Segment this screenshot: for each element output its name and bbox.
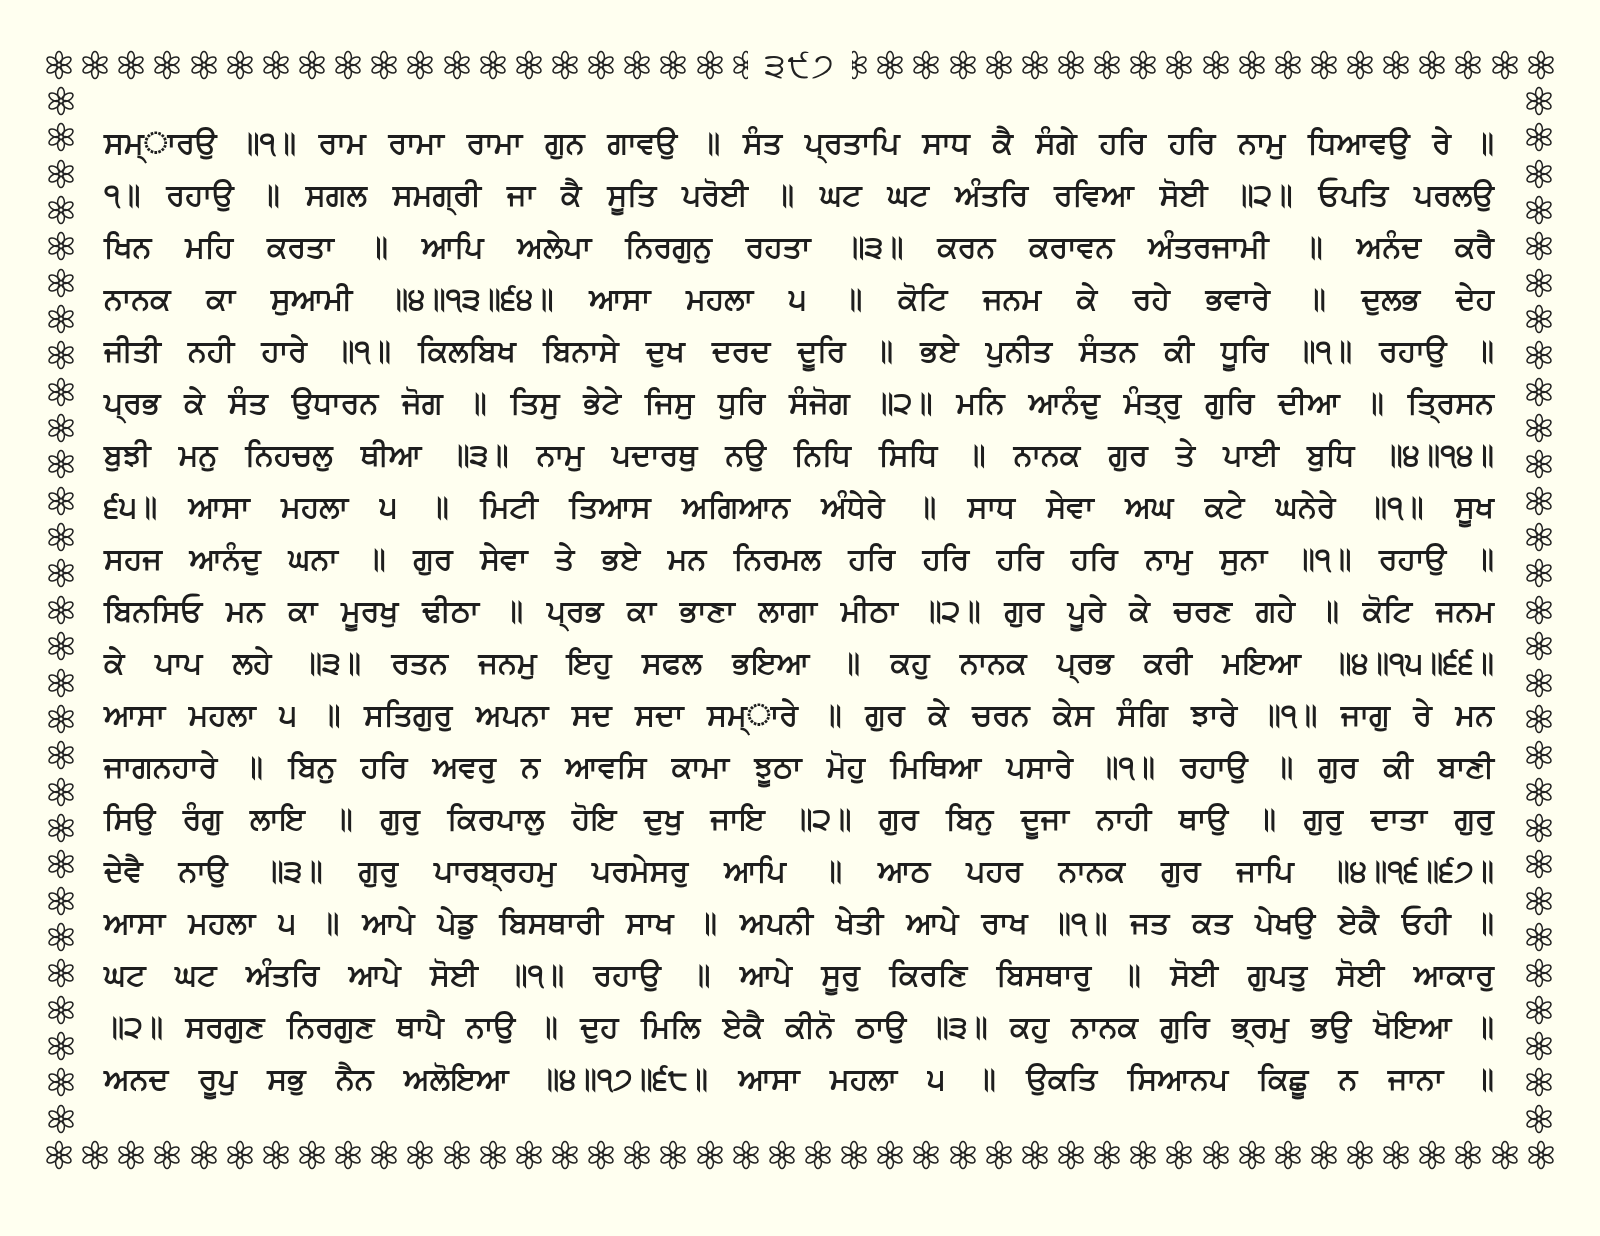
flower-ornament-icon (1524, 631, 1554, 661)
flower-ornament-icon (44, 50, 74, 80)
text-line-11: ਕੇ ਪਾਪ ਲਹੇ ॥੩॥ ਰਤਨ ਜਨਮੁ ਇਹੁ ਸਫਲ ਭਇਆ ॥ ਕਹੁ ਨਾਨਕ ਪ੍ਰਭ ਕਰੀ ਮਇਆ ॥੪॥੧੫॥੬੬॥ (104, 646, 1494, 681)
text-line-8: ੬੫॥ ਆਸਾ ਮਹਲਾ ੫ ॥ ਮਿਟੀ ਤਿਆਸ ਅਗਿਆਨ ਅੰਧੇਰੇ ॥ ਸਾਧ ਸੇਵਾ ਅਘ ਕਟੇ ਘਨੇਰੇ ॥੧॥ ਸੂਖ (104, 490, 1494, 525)
text-line-9: ਸਹਜ ਆਨੰਦੁ ਘਨਾ ॥ ਗੁਰ ਸੇਵਾ ਤੇ ਭਏ ਮਨ ਨਿਰਮਲ ਹਰਿ ਹਰਿ ਹਰਿ ਹਰਿ ਨਾਮੁ ਸੁਨਾ ॥੧॥ ਰਹਾਉ ॥ (104, 542, 1494, 577)
flower-ornament-icon (1273, 50, 1303, 80)
flower-ornament-icon (695, 50, 725, 80)
flower-ornament-icon (1345, 1140, 1375, 1170)
flower-ornament-icon (1524, 377, 1554, 407)
flower-ornament-icon (911, 50, 941, 80)
text-line-1: ਸਮ੍ਾਰਉ ॥੧॥ ਰਾਮ ਰਾਮਾ ਰਾਮਾ ਗੁਨ ਗਾਵਉ ॥ ਸੰਤ ਪ੍ਰਤਾਪਿ ਸਾਧ ਕੈ ਸੰਗੇ ਹਰਿ ਹਰਿ ਨਾਮੁ ਧਿਆਵਉ ਰੇ ॥ (104, 126, 1494, 161)
flower-ornament-icon (46, 86, 76, 116)
text-line-3: ਖਿਨ ਮਹਿ ਕਰਤਾ ॥ ਆਪਿ ਅਲੇਪਾ ਨਿਰਗੁਨੁ ਰਹਤਾ ॥੩॥ ਕਰਨ ਕਰਾਵਨ ਅੰਤਰਜਾਮੀ ॥ ਅਨੰਦ ਕਰੈ (104, 230, 1494, 265)
flower-ornament-icon (550, 1140, 580, 1170)
flower-ornament-icon (1524, 922, 1554, 952)
flower-ornament-icon (1524, 304, 1554, 334)
flower-ornament-icon (46, 1031, 76, 1061)
flower-ornament-icon (1524, 486, 1554, 516)
flower-ornament-icon (1020, 50, 1050, 80)
right-ornamental-border (1522, 86, 1556, 1134)
flower-ornament-icon (46, 813, 76, 843)
flower-ornament-icon (1526, 1140, 1556, 1170)
flower-ornament-icon (1092, 1140, 1122, 1170)
flower-ornament-icon (839, 1140, 869, 1170)
flower-ornament-icon (46, 304, 76, 334)
flower-ornament-icon (46, 995, 76, 1025)
flower-ornament-icon (1524, 740, 1554, 770)
flower-ornament-icon (1524, 195, 1554, 225)
flower-ornament-icon (442, 1140, 472, 1170)
flower-ornament-icon (46, 159, 76, 189)
flower-ornament-icon (261, 1140, 291, 1170)
flower-ornament-icon (369, 1140, 399, 1170)
flower-ornament-icon (767, 1140, 797, 1170)
flower-ornament-icon (1201, 1140, 1231, 1170)
flower-ornament-icon (46, 1104, 76, 1134)
flower-ornament-icon (1524, 522, 1554, 552)
flower-ornament-icon (1164, 50, 1194, 80)
left-ornamental-border (44, 86, 78, 1134)
flower-ornament-icon (46, 668, 76, 698)
flower-ornament-icon (225, 50, 255, 80)
flower-ornament-icon (514, 50, 544, 80)
flower-ornament-icon (1381, 50, 1411, 80)
flower-ornament-icon (189, 1140, 219, 1170)
flower-ornament-icon (1524, 86, 1554, 116)
flower-ornament-icon (116, 1140, 146, 1170)
flower-ornament-icon (1524, 1067, 1554, 1097)
text-line-7: ਬੁਝੀ ਮਨੁ ਨਿਹਚਲੁ ਥੀਆ ॥੩॥ ਨਾਮੁ ਪਦਾਰਥੁ ਨਉ ਨਿਧਿ ਸਿਧਿ ॥ ਨਾਨਕ ਗੁਰ ਤੇ ਪਾਈ ਬੁਧਿ ॥੪॥੧੪॥ (104, 438, 1494, 473)
text-line-16: ਆਸਾ ਮਹਲਾ ੫ ॥ ਆਪੇ ਪੇਡੁ ਬਿਸਥਾਰੀ ਸਾਖ ॥ ਅਪਨੀ ਖੇਤੀ ਆਪੇ ਰਾਖ ॥੧॥ ਜਤ ਕਤ ਪੇਖਉ ਏਕੈ ਓਹੀ ॥ (104, 906, 1494, 941)
flower-ornament-icon (984, 50, 1014, 80)
flower-ornament-icon (1417, 1140, 1447, 1170)
flower-ornament-icon (152, 50, 182, 80)
flower-ornament-icon (1417, 50, 1447, 80)
text-line-19: ਅਨਦ ਰੂਪੁ ਸਭੁ ਨੈਨ ਅਲੋਇਆ ॥੪॥੧੭॥੬੮॥ ਆਸਾ ਮਹਲਾ ੫ ॥ ਉਕਤਿ ਸਿਆਨਪ ਕਿਛੂ ਨ ਜਾਨਾ ॥ (104, 1062, 1494, 1097)
flower-ornament-icon (1453, 50, 1483, 80)
flower-ornament-icon (695, 1140, 725, 1170)
flower-ornament-icon (1524, 1104, 1554, 1134)
flower-ornament-icon (1524, 995, 1554, 1025)
flower-ornament-icon (1524, 704, 1554, 734)
flower-ornament-icon (1524, 231, 1554, 261)
flower-ornament-icon (80, 1140, 110, 1170)
flower-ornament-icon (803, 1140, 833, 1170)
flower-ornament-icon (1201, 50, 1231, 80)
flower-ornament-icon (333, 50, 363, 80)
flower-ornament-icon (1237, 1140, 1267, 1170)
flower-ornament-icon (46, 486, 76, 516)
flower-ornament-icon (1309, 1140, 1339, 1170)
flower-ornament-icon (116, 50, 146, 80)
text-line-2: ੧॥ ਰਹਾਉ ॥ ਸਗਲ ਸਮਗ੍ਰੀ ਜਾ ਕੈ ਸੂਤਿ ਪਰੋਈ ॥ ਘਟ ਘਟ ਅੰਤਰਿ ਰਵਿਆ ਸੋਈ ॥੨॥ ਓਪਤਿ ਪਰਲਉ (104, 178, 1494, 213)
flower-ornament-icon (46, 231, 76, 261)
flower-ornament-icon (1524, 122, 1554, 152)
text-line-6: ਪ੍ਰਭ ਕੇ ਸੰਤ ਉਧਾਰਨ ਜੋਗ ॥ ਤਿਸੁ ਭੇਟੇ ਜਿਸੁ ਧੁਰਿ ਸੰਜੋਗ ॥੨॥ ਮਨਿ ਆਨੰਦੁ ਮੰਤ੍ਰੁ ਗੁਰਿ ਦੀਆ ॥ ਤ੍ਰਿਸਨ (104, 386, 1494, 421)
flower-ornament-icon (586, 50, 616, 80)
flower-ornament-icon (46, 413, 76, 443)
flower-ornament-icon (46, 631, 76, 661)
flower-ornament-icon (1524, 813, 1554, 843)
flower-ornament-icon (46, 340, 76, 370)
flower-ornament-icon (1524, 886, 1554, 916)
flower-ornament-icon (46, 922, 76, 952)
flower-ornament-icon (1524, 159, 1554, 189)
flower-ornament-icon (46, 595, 76, 625)
flower-ornament-icon (1309, 50, 1339, 80)
flower-ornament-icon (46, 522, 76, 552)
flower-ornament-icon (1128, 1140, 1158, 1170)
flower-ornament-icon (1524, 340, 1554, 370)
flower-ornament-icon (1092, 50, 1122, 80)
flower-ornament-icon (80, 50, 110, 80)
flower-ornament-icon (514, 1140, 544, 1170)
flower-ornament-icon (911, 1140, 941, 1170)
text-line-4: ਨਾਨਕ ਕਾ ਸੁਆਮੀ ॥੪॥੧੩॥੬੪॥ ਆਸਾ ਮਹਲਾ ੫ ॥ ਕੋਟਿ ਜਨਮ ਕੇ ਰਹੇ ਭਵਾਰੇ ॥ ਦੁਲਭ ਦੇਹ (104, 282, 1494, 317)
text-line-15: ਦੇਵੈ ਨਾਉ ॥੩॥ ਗੁਰੁ ਪਾਰਬ੍ਰਹਮੁ ਪਰਮੇਸਰੁ ਆਪਿ ॥ ਆਠ ਪਹਰ ਨਾਨਕ ਗੁਰ ਜਾਪਿ ॥੪॥੧੬॥੬੭॥ (104, 854, 1494, 889)
flower-ornament-icon (46, 558, 76, 588)
flower-ornament-icon (261, 50, 291, 80)
flower-ornament-icon (550, 50, 580, 80)
flower-ornament-icon (478, 1140, 508, 1170)
flower-ornament-icon (875, 1140, 905, 1170)
text-line-17: ਘਟ ਘਟ ਅੰਤਰਿ ਆਪੇ ਸੋਈ ॥੧॥ ਰਹਾਉ ॥ ਆਪੇ ਸੂਰੁ ਕਿਰਣਿ ਬਿਸਥਾਰੁ ॥ ਸੋਈ ਗੁਪਤੁ ਸੋਈ ਆਕਾਰੁ (104, 958, 1494, 993)
flower-ornament-icon (1526, 50, 1556, 80)
flower-ornament-icon (333, 1140, 363, 1170)
flower-ornament-icon (1524, 268, 1554, 298)
flower-ornament-icon (1345, 50, 1375, 80)
flower-ornament-icon (1056, 1140, 1086, 1170)
flower-ornament-icon (405, 1140, 435, 1170)
flower-ornament-icon (1273, 1140, 1303, 1170)
flower-ornament-icon (46, 704, 76, 734)
flower-ornament-icon (1490, 50, 1520, 80)
flower-ornament-icon (44, 1140, 74, 1170)
flower-ornament-icon (405, 50, 435, 80)
flower-ornament-icon (1490, 1140, 1520, 1170)
flower-ornament-icon (46, 958, 76, 988)
scripture-text-block (104, 118, 1494, 1108)
flower-ornament-icon (1381, 1140, 1411, 1170)
flower-ornament-icon (478, 50, 508, 80)
flower-ornament-icon (46, 377, 76, 407)
flower-ornament-icon (1524, 1031, 1554, 1061)
flower-ornament-icon (46, 886, 76, 916)
flower-ornament-icon (948, 1140, 978, 1170)
flower-ornament-icon (1128, 50, 1158, 80)
flower-ornament-icon (46, 1067, 76, 1097)
flower-ornament-icon (152, 1140, 182, 1170)
flower-ornament-icon (1524, 413, 1554, 443)
flower-ornament-icon (1524, 849, 1554, 879)
flower-ornament-icon (1524, 668, 1554, 698)
flower-ornament-icon (1164, 1140, 1194, 1170)
flower-ornament-icon (1524, 777, 1554, 807)
flower-ornament-icon (46, 849, 76, 879)
text-line-18: ॥੨॥ ਸਰਗੁਣ ਨਿਰਗੁਣ ਥਾਪੈ ਨਾਉ ॥ ਦੁਹ ਮਿਲਿ ਏਕੈ ਕੀਨੋ ਠਾਉ ॥੩॥ ਕਹੁ ਨਾਨਕ ਗੁਰਿ ਭ੍ਰਮੁ ਭਉ ਖੋਇਆ ॥ (104, 1010, 1494, 1045)
flower-ornament-icon (1056, 50, 1086, 80)
page-number: ੩੯੭ (748, 44, 852, 88)
flower-ornament-icon (1237, 50, 1267, 80)
flower-ornament-icon (622, 1140, 652, 1170)
flower-ornament-icon (658, 50, 688, 80)
flower-ornament-icon (46, 777, 76, 807)
flower-ornament-icon (622, 50, 652, 80)
flower-ornament-icon (731, 1140, 761, 1170)
flower-ornament-icon (1453, 1140, 1483, 1170)
flower-ornament-icon (984, 1140, 1014, 1170)
bottom-ornamental-border (44, 1138, 1556, 1172)
flower-ornament-icon (1524, 449, 1554, 479)
flower-ornament-icon (46, 122, 76, 152)
flower-ornament-icon (297, 1140, 327, 1170)
text-line-13: ਜਾਗਨਹਾਰੇ ॥ ਬਿਨੁ ਹਰਿ ਅਵਰੁ ਨ ਆਵਸਿ ਕਾਮਾ ਝੂਠਾ ਮੋਹੁ ਮਿਥਿਆ ਪਸਾਰੇ ॥੧॥ ਰਹਾਉ ॥ ਗੁਰ ਕੀ ਬਾਣੀ (104, 750, 1494, 785)
flower-ornament-icon (369, 50, 399, 80)
flower-ornament-icon (658, 1140, 688, 1170)
flower-ornament-icon (442, 50, 472, 80)
flower-ornament-icon (225, 1140, 255, 1170)
flower-ornament-icon (586, 1140, 616, 1170)
flower-ornament-icon (1524, 595, 1554, 625)
flower-ornament-icon (46, 740, 76, 770)
flower-ornament-icon (875, 50, 905, 80)
flower-ornament-icon (46, 195, 76, 225)
text-line-12: ਆਸਾ ਮਹਲਾ ੫ ॥ ਸਤਿਗੁਰੁ ਅਪਨਾ ਸਦ ਸਦਾ ਸਮ੍ਾਰੇ ॥ ਗੁਰ ਕੇ ਚਰਨ ਕੇਸ ਸੰਗਿ ਝਾਰੇ ॥੧॥ ਜਾਗੁ ਰੇ ਮਨ (104, 698, 1494, 733)
flower-ornament-icon (1020, 1140, 1050, 1170)
flower-ornament-icon (189, 50, 219, 80)
flower-ornament-icon (46, 268, 76, 298)
text-line-5: ਜੀਤੀ ਨਹੀ ਹਾਰੇ ॥੧॥ ਕਿਲਬਿਖ ਬਿਨਾਸੇ ਦੁਖ ਦਰਦ ਦੂਰਿ ॥ ਭਏ ਪੁਨੀਤ ਸੰਤਨ ਕੀ ਧੂਰਿ ॥੧॥ ਰਹਾਉ ॥ (104, 334, 1494, 369)
flower-ornament-icon (46, 449, 76, 479)
flower-ornament-icon (948, 50, 978, 80)
flower-ornament-icon (1524, 958, 1554, 988)
text-line-14: ਸਿਉ ਰੰਗੁ ਲਾਇ ॥ ਗੁਰੁ ਕਿਰਪਾਲੁ ਹੋਇ ਦੁਖੁ ਜਾਇ ॥੨॥ ਗੁਰ ਬਿਨੁ ਦੂਜਾ ਨਾਹੀ ਥਾਉ ॥ ਗੁਰੁ ਦਾਤਾ ਗੁਰੁ (104, 802, 1494, 837)
flower-ornament-icon (297, 50, 327, 80)
text-line-10: ਬਿਨਸਿਓ ਮਨ ਕਾ ਮੂਰਖੁ ਢੀਠਾ ॥ ਪ੍ਰਭ ਕਾ ਭਾਣਾ ਲਾਗਾ ਮੀਠਾ ॥੨॥ ਗੁਰ ਪੂਰੇ ਕੇ ਚਰਣ ਗਹੇ ॥ ਕੋਟਿ ਜਨਮ (104, 594, 1494, 629)
flower-ornament-icon (1524, 558, 1554, 588)
